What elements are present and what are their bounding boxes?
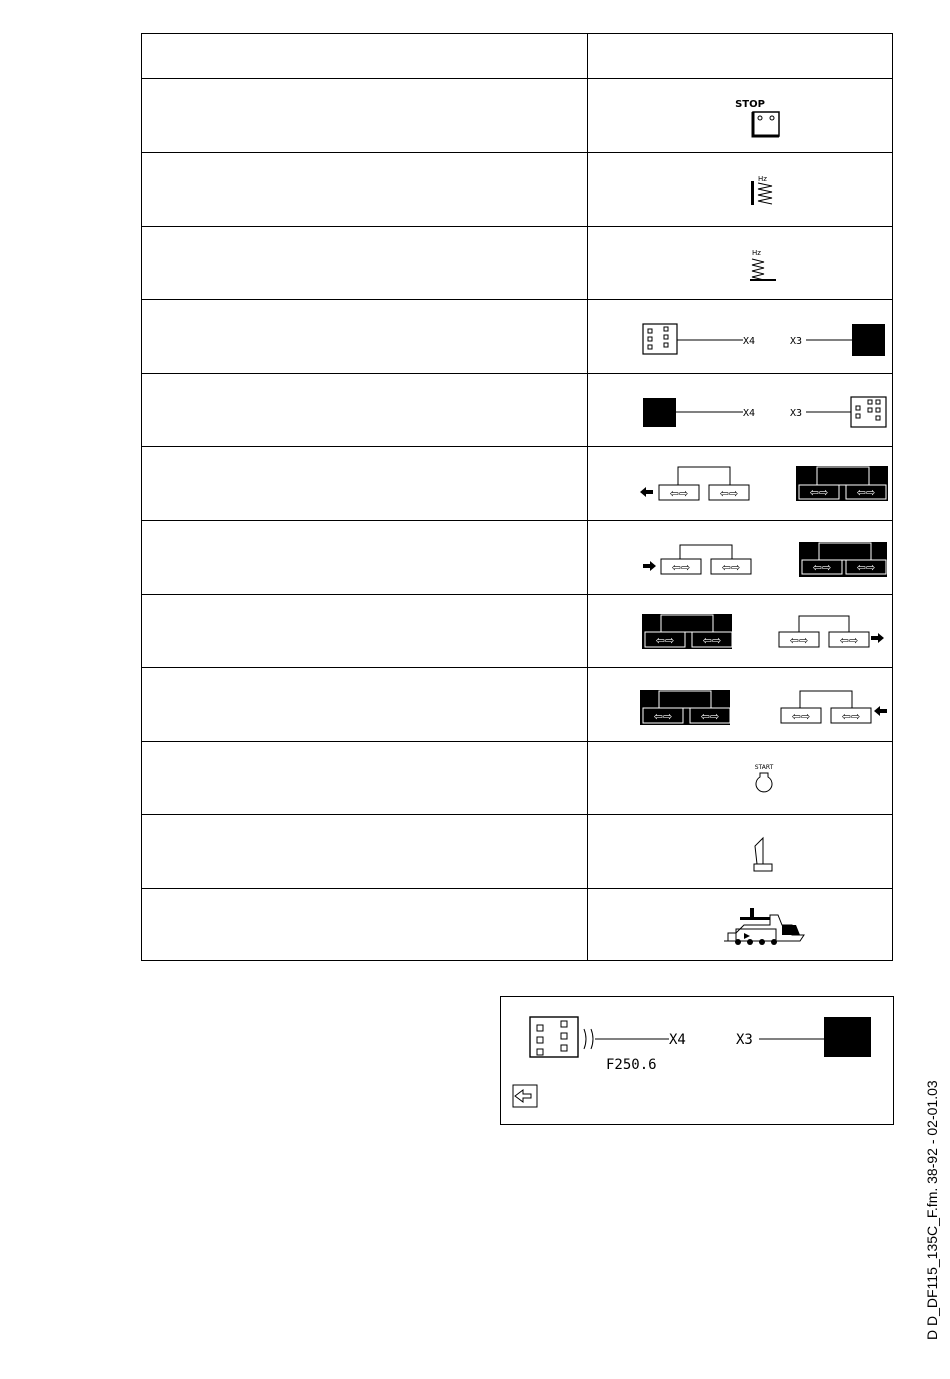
table-row [142, 742, 892, 815]
svg-text:⇦⇨: ⇦⇨ [789, 634, 809, 647]
table-row [142, 447, 892, 521]
symbol-cell [588, 815, 892, 888]
description-cell [142, 595, 588, 667]
description-cell [142, 227, 588, 299]
table-row [142, 300, 892, 374]
svg-text:⇦⇨: ⇦⇨ [702, 634, 722, 647]
table-row [142, 815, 892, 889]
x4-label: X4 [743, 336, 756, 347]
start-label: START [754, 764, 774, 771]
svg-text:⇦⇨: ⇦⇨ [669, 487, 689, 500]
svg-text:⇦⇨: ⇦⇨ [791, 710, 811, 723]
arrow-left-icon [874, 706, 887, 716]
svg-text:⇦⇨: ⇦⇨ [812, 561, 832, 574]
svg-text:⇦⇨: ⇦⇨ [655, 634, 675, 647]
black-block-icon [852, 324, 885, 356]
svg-text:⇦⇨: ⇦⇨ [839, 634, 859, 647]
paver-machine-icon [588, 889, 892, 962]
stop-label: STOP [735, 99, 765, 110]
x3-label: X3 [790, 336, 803, 347]
stop-key-icon [588, 79, 892, 152]
x3-label: X3 [790, 408, 803, 419]
control-unit-icon [851, 397, 886, 427]
screed-extend-right-diagram [588, 595, 892, 668]
screed-inverted-icon [642, 614, 732, 649]
header-description-cell [142, 34, 588, 78]
svg-text:⇦⇨: ⇦⇨ [841, 710, 861, 723]
table-row [142, 153, 892, 227]
arrow-right-icon [871, 633, 884, 643]
symbol-table [141, 33, 893, 961]
arrow-left-icon [640, 487, 653, 497]
table-row [142, 889, 892, 960]
svg-text:⇦⇨: ⇦⇨ [856, 486, 876, 499]
arrow-right-icon [643, 561, 656, 571]
frequency-bottom-icon [588, 227, 892, 300]
hz-label: Hz [758, 175, 767, 183]
screed-inverted-icon [640, 690, 730, 725]
file-reference: D D_DF115_135C_F.fm. 38-92 - 02-01.03 [924, 1080, 940, 1340]
screed-retract-right-diagram [588, 668, 892, 741]
svg-text:⇦⇨: ⇦⇨ [721, 561, 741, 574]
symbol-cell [588, 742, 892, 814]
symbol-cell [588, 668, 892, 741]
display-screen [501, 997, 895, 1126]
start-key-icon [588, 742, 892, 815]
symbol-cell [588, 227, 892, 299]
description-cell [142, 889, 588, 960]
fault-code: F250.6 [606, 1057, 657, 1073]
fault-break-icon [584, 1029, 593, 1049]
display-panel [500, 996, 894, 1125]
return-arrow-icon [513, 1085, 537, 1107]
header-symbol-cell [588, 34, 892, 78]
table-row [142, 374, 892, 447]
svg-text:⇦⇨: ⇦⇨ [719, 487, 739, 500]
symbol-cell [588, 595, 892, 667]
table-row [142, 595, 892, 668]
screed-inverted-icon [796, 466, 888, 501]
symbol-cell [588, 374, 892, 446]
table-header-row [142, 34, 892, 79]
screed-retract-left-diagram [588, 521, 892, 594]
table-row [142, 668, 892, 742]
description-cell [142, 521, 588, 594]
svg-text:⇦⇨: ⇦⇨ [700, 710, 720, 723]
symbol-cell [588, 79, 892, 152]
symbol-cell [588, 447, 892, 520]
table-row [142, 79, 892, 153]
frequency-left-icon [588, 153, 892, 226]
description-cell [142, 668, 588, 741]
table-row [142, 521, 892, 595]
controller-right-connection-diagram [588, 374, 892, 447]
description-cell [142, 374, 588, 446]
symbol-cell [588, 889, 892, 960]
screed-inverted-icon [799, 542, 887, 577]
description-cell [142, 815, 588, 888]
controller-left-connection-diagram [588, 300, 892, 373]
display-x4-label: X4 [669, 1032, 686, 1048]
table-row [142, 227, 892, 300]
description-cell [142, 153, 588, 226]
black-block-icon [643, 398, 676, 427]
svg-text:⇦⇨: ⇦⇨ [671, 561, 691, 574]
svg-text:⇦⇨: ⇦⇨ [653, 710, 673, 723]
svg-text:⇦⇨: ⇦⇨ [856, 561, 876, 574]
display-x3-label: X3 [736, 1032, 753, 1048]
screed-extend-left-diagram [588, 447, 892, 520]
description-cell [142, 300, 588, 373]
control-unit-icon [643, 324, 677, 354]
horn-icon [588, 815, 892, 888]
description-cell [142, 447, 588, 520]
hz-label: Hz [752, 249, 761, 257]
control-unit-icon [530, 1017, 578, 1057]
symbol-cell [588, 153, 892, 226]
description-cell [142, 742, 588, 814]
svg-text:⇦⇨: ⇦⇨ [809, 486, 829, 499]
symbol-cell [588, 521, 892, 594]
black-block-icon [824, 1017, 871, 1057]
description-cell [142, 79, 588, 152]
x4-label: X4 [743, 408, 756, 419]
symbol-cell [588, 300, 892, 373]
